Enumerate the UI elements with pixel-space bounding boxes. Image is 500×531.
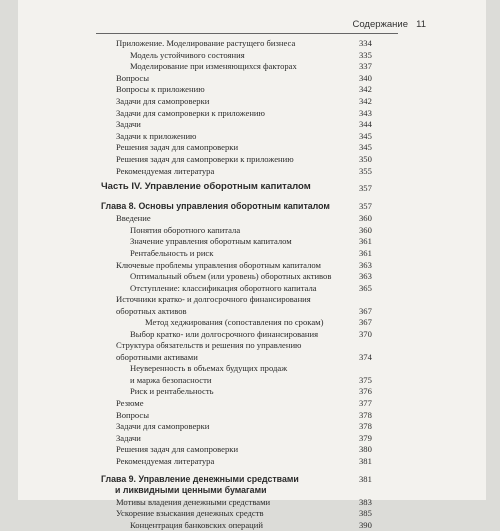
- toc-entry-page: 335: [359, 49, 372, 60]
- toc-entry-title: [130, 248, 213, 260]
- toc-entry: [18, 142, 486, 154]
- toc-entry-page: 363: [359, 271, 372, 282]
- toc-entry-title: [130, 50, 245, 62]
- toc-entry-page: 385: [359, 508, 372, 519]
- toc-entry-title-line: Неуверенность в объемах будущих продаж: [130, 363, 288, 374]
- toc-entry-title: [116, 456, 214, 468]
- toc-entry-title: [130, 236, 292, 248]
- toc-entry-title-line: Задачи для самопроверки к приложению: [116, 107, 265, 118]
- toc-entry-title: [116, 398, 144, 410]
- toc-entry: [18, 508, 486, 520]
- toc-entry-title-line: Часть IV. Управление оборотным капиталом: [101, 181, 311, 193]
- toc-entry-page: 361: [359, 236, 372, 247]
- toc-part-heading: [18, 180, 486, 194]
- toc-entry-page: 370: [359, 328, 372, 339]
- toc-entry: [18, 236, 486, 248]
- toc-entry-title: [116, 260, 321, 272]
- toc-entry-title-line: Понятия оборотного капитала: [130, 224, 241, 235]
- toc-entry: [18, 225, 486, 237]
- toc-entry: [18, 50, 486, 62]
- toc-entry-page: 381: [359, 456, 372, 467]
- toc-entry: [18, 283, 486, 295]
- toc-entry-title: [116, 410, 149, 422]
- toc-entry-title: [116, 213, 151, 225]
- toc-entry: [18, 456, 486, 468]
- toc-entry-page: 390: [359, 519, 372, 530]
- toc-entry-title: [130, 225, 240, 237]
- toc-entry-title-line: Задачи: [116, 119, 141, 130]
- toc-entry-title-line: Решения задач для самопроверки: [116, 444, 239, 455]
- toc-entry-page: 367: [359, 317, 372, 328]
- toc-entry-title-line: Структура обязательств и решения по управлению: [116, 340, 302, 351]
- toc-entry-title-line: Введение: [116, 213, 151, 224]
- toc-entry-title: [101, 474, 341, 497]
- toc-entry-page: 344: [359, 119, 372, 130]
- toc-entry-title: [130, 61, 297, 73]
- toc-entry-page: 377: [359, 398, 372, 409]
- toc-entry-title: [116, 508, 264, 520]
- toc-entry: [18, 154, 486, 166]
- toc-entry-title: [116, 154, 294, 166]
- toc-entry-title-line: Рентабельность и риск: [130, 247, 214, 258]
- toc-entry: [18, 340, 486, 363]
- toc-entry-title: [116, 497, 270, 509]
- toc-entry-title-line: Вопросы к приложению: [116, 84, 205, 95]
- toc-entry-title: [116, 131, 196, 143]
- toc-entry: [18, 248, 486, 260]
- toc-entry-title-line: Значение управления оборотным капиталом: [130, 236, 292, 247]
- toc-entry-title-line: Модель устойчивого состояния: [130, 49, 245, 60]
- toc-entry: [18, 398, 486, 410]
- toc-entry: [18, 260, 486, 272]
- toc-entry: [18, 38, 486, 50]
- toc-entry-title: [130, 271, 331, 283]
- toc-entry-page: 376: [359, 386, 372, 397]
- toc-entry-title: [116, 294, 351, 317]
- toc-entry-page: 367: [359, 305, 372, 316]
- toc-entry: [18, 271, 486, 283]
- page-number: 11: [416, 19, 426, 30]
- running-header: [18, 19, 486, 33]
- toc-entry-page: 337: [359, 61, 372, 72]
- toc-entry-page: 360: [359, 224, 372, 235]
- toc-entry: [18, 329, 486, 341]
- toc-entry-title-line-2: оборотных активов: [116, 305, 187, 316]
- toc-entry-page: 365: [359, 282, 372, 293]
- toc-entry-title: [116, 96, 209, 108]
- toc-entry-page: 363: [359, 259, 372, 270]
- toc-entry-title-line: Мотивы владения денежными средствами: [116, 496, 271, 507]
- toc-entry-title: [116, 444, 238, 456]
- toc-entry-page: 383: [359, 496, 372, 507]
- toc-entry: [18, 96, 486, 108]
- toc-entry-title-line-2: оборотными активами: [116, 351, 198, 362]
- toc-entry-title: [116, 421, 209, 433]
- toc-entry-title-line: Ускорение взыскания денежных средств: [116, 508, 264, 519]
- toc-entry-title-line: Приложение. Моделирование растущего бизнеса: [116, 38, 296, 48]
- toc-entry-title-line: Источники кратко- и долгосрочного финансирования: [116, 294, 311, 305]
- toc-entry-title-line: Задачи к приложению: [116, 130, 197, 141]
- toc-entry-title-line: Рекомендуемая литература: [116, 165, 215, 176]
- toc-entry-page: 334: [359, 38, 372, 48]
- toc-entry-page: 343: [359, 107, 372, 118]
- header-rule: [96, 33, 398, 34]
- toc-entry-title-line: Выбор кратко- или долгосрочного финансирования: [130, 328, 319, 339]
- toc-entry-page: 340: [359, 72, 372, 83]
- toc-entry-title: [116, 142, 238, 154]
- toc-entry: [18, 119, 486, 131]
- toc-entry-title: [101, 180, 311, 194]
- toc-chapter-heading: [18, 200, 486, 213]
- toc-entry-page: 375: [359, 374, 372, 385]
- toc-entry-page: 357: [359, 201, 372, 212]
- toc-entry: [18, 108, 486, 120]
- toc-chapter-heading: [18, 474, 486, 497]
- toc-entry-title-line: Концентрация банковских операций: [130, 519, 263, 530]
- toc-entry-title-line: Задачи: [116, 432, 141, 443]
- toc-entry: [18, 73, 486, 85]
- toc-entry-title-line: Глава 8. Основы управления оборотным капиталом: [101, 201, 330, 212]
- toc-entry-page: 381: [359, 473, 372, 484]
- toc-entry: [18, 131, 486, 143]
- toc-entry-page: 374: [359, 351, 372, 362]
- toc-entry-title: [101, 200, 330, 213]
- toc-entry-page: 357: [359, 183, 372, 194]
- toc-entry: [18, 433, 486, 445]
- toc-entry-title-line: Глава 9. Управление денежными средствами: [101, 473, 299, 484]
- toc-entry-title-line: Рекомендуемая литература: [116, 456, 215, 467]
- toc-entry-title-line: Вопросы: [116, 72, 150, 83]
- toc-entry-title-line: Моделирование при изменяющихся факторах: [130, 61, 297, 72]
- toc-entry-title: [130, 520, 263, 531]
- toc-entry-page: 378: [359, 421, 372, 432]
- toc-entry-title-line: Метод хеджирования (сопоставления по срокам): [145, 317, 324, 328]
- toc-entry-page: 350: [359, 153, 372, 164]
- toc-entry-title: [130, 363, 365, 386]
- toc-entry: [18, 166, 486, 178]
- toc-entry-title-line: Задачи для самопроверки: [116, 95, 210, 106]
- toc-entry-title: [116, 119, 141, 131]
- toc-entry-page: 342: [359, 95, 372, 106]
- toc-entry-title-line: Риск и рентабельность: [130, 386, 214, 397]
- toc-entry-title: [116, 108, 265, 120]
- toc-entry-title: [130, 329, 318, 341]
- toc-entry: [18, 213, 486, 225]
- toc-entry-title-line: Резюме: [116, 398, 144, 409]
- toc-entry: [18, 410, 486, 422]
- toc-entry: [18, 520, 486, 531]
- toc-entry: [18, 386, 486, 398]
- toc-entry-title: [116, 340, 351, 363]
- table-of-contents: [18, 38, 486, 531]
- toc-entry-title-line: Оптимальный объем (или уровень) оборотных активов: [130, 271, 332, 282]
- toc-entry-page: 345: [359, 142, 372, 153]
- document-page: [18, 0, 486, 530]
- toc-entry-title: [116, 433, 141, 445]
- toc-entry: [18, 317, 486, 329]
- toc-entry-page: 378: [359, 409, 372, 420]
- toc-entry-title: [116, 38, 295, 50]
- toc-entry-title-line: Вопросы: [116, 409, 150, 420]
- toc-entry-page: 360: [359, 213, 372, 224]
- toc-entry-title-line: Ключевые проблемы управления оборотным капиталом: [116, 259, 321, 270]
- toc-entry-title-line: Решения задач для самопроверки к приложению: [116, 153, 294, 164]
- toc-entry-title-line: Задачи для самопроверки: [116, 421, 210, 432]
- toc-entry-title-line-2: и ликвидными ценными бумагами: [115, 485, 267, 496]
- toc-entry-page: 345: [359, 130, 372, 141]
- toc-entry-page: 342: [359, 84, 372, 95]
- toc-entry-title-line: Отступление: классификация оборотного капитала: [130, 282, 317, 293]
- toc-entry: [18, 363, 486, 386]
- toc-entry: [18, 421, 486, 433]
- toc-entry-title: [130, 386, 214, 398]
- toc-entry: [18, 497, 486, 509]
- toc-entry: [18, 294, 486, 317]
- toc-entry-page: 361: [359, 247, 372, 258]
- toc-entry-page: 380: [359, 444, 372, 455]
- section-title: Содержание: [352, 19, 408, 30]
- toc-entry: [18, 444, 486, 456]
- toc-entry-title: [116, 84, 205, 96]
- toc-entry-title: [116, 73, 149, 85]
- toc-entry: [18, 84, 486, 96]
- toc-entry-title: [116, 166, 214, 178]
- toc-entry-title: [130, 283, 317, 295]
- toc-entry-title-line-2: и маржа безопасности: [130, 374, 212, 385]
- toc-entry: [18, 61, 486, 73]
- toc-entry-page: 355: [359, 165, 372, 176]
- toc-entry-title-line: Решения задач для самопроверки: [116, 142, 239, 153]
- toc-entry-title: [145, 317, 323, 329]
- toc-entry-page: 379: [359, 432, 372, 443]
